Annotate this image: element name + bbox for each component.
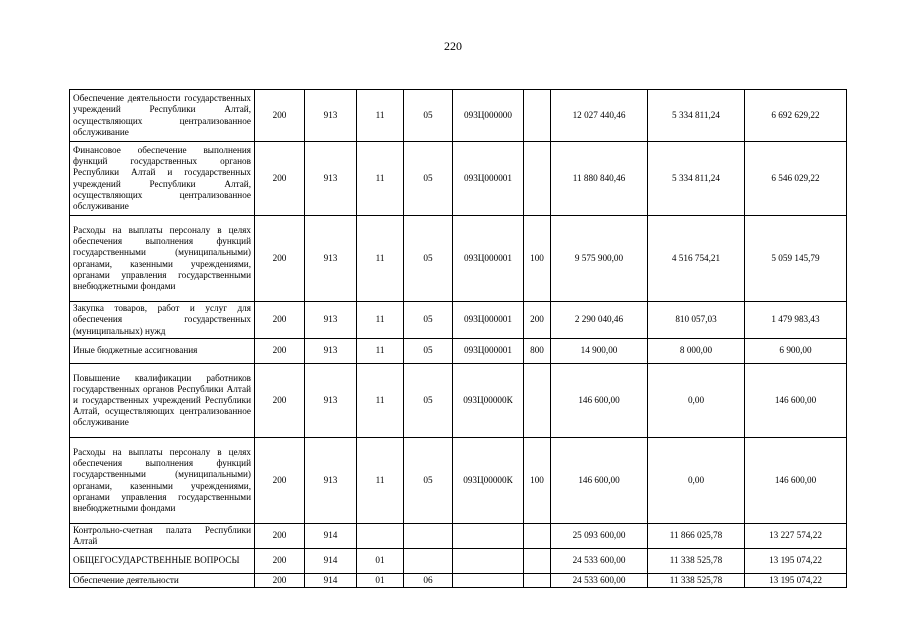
- row-rz: 11: [357, 364, 404, 438]
- row-grbs: 914: [305, 549, 357, 574]
- table-row: [70, 574, 847, 588]
- row-pr: 05: [404, 302, 453, 339]
- row-pr: [404, 524, 453, 549]
- row-sum-3: 146 600,00: [745, 364, 847, 438]
- row-pr: 05: [404, 339, 453, 364]
- row-name: ОБЩЕГОСУДАРСТВЕННЫЕ ВОПРОСЫ: [70, 549, 255, 574]
- row-rz: [357, 524, 404, 549]
- row-sum-3: 6 546 029,22: [745, 142, 847, 216]
- row-name: Иные бюджетные ассигнования: [70, 339, 255, 364]
- row-sum-1: 25 093 600,00: [551, 524, 648, 549]
- table-row: [70, 364, 847, 438]
- row-pr: 05: [404, 142, 453, 216]
- row-name: Расходы на выплаты персоналу в целях обеспечения выполнения функций государственными (муниципальными) органами, казенными учреждениями, органами управления государственными внебюджетными фондами: [70, 216, 255, 302]
- row-sum-2: 11 866 025,78: [648, 524, 745, 549]
- row-sum-1: 2 290 040,46: [551, 302, 648, 339]
- row-sum-1: 12 027 440,46: [551, 90, 648, 142]
- row-code: 200: [255, 339, 305, 364]
- row-grbs: 913: [305, 216, 357, 302]
- row-rz: 01: [357, 549, 404, 574]
- row-pr: 05: [404, 438, 453, 524]
- row-name: Финансовое обеспечение выполнения функций государственных органов Республики Алтай и государственных учреждений Республики Алтай, осуществляющих централизованное обслуживание: [70, 142, 255, 216]
- row-sum-3: 13 195 074,22: [745, 549, 847, 574]
- row-vr: [524, 142, 551, 216]
- row-csr: 093Ц00000К: [453, 364, 524, 438]
- row-vr: [524, 364, 551, 438]
- row-sum-2: 0,00: [648, 364, 745, 438]
- row-sum-2: 11 338 525,78: [648, 549, 745, 574]
- table-row: [70, 549, 847, 574]
- row-name: Обеспечение деятельности: [70, 574, 255, 588]
- row-sum-3: 6 692 629,22: [745, 90, 847, 142]
- row-csr: [453, 549, 524, 574]
- table-row: [70, 524, 847, 549]
- row-grbs: 913: [305, 438, 357, 524]
- row-pr: [404, 549, 453, 574]
- row-csr: 093Ц00000К: [453, 438, 524, 524]
- row-sum-1: 24 533 600,00: [551, 574, 648, 588]
- row-code: 200: [255, 524, 305, 549]
- row-rz: 11: [357, 302, 404, 339]
- row-sum-2: 810 057,03: [648, 302, 745, 339]
- row-grbs: 913: [305, 364, 357, 438]
- row-sum-2: 8 000,00: [648, 339, 745, 364]
- row-name: Закупка товаров, работ и услуг для обеспечения государственных (муниципальных) нужд: [70, 302, 255, 339]
- row-grbs: 913: [305, 339, 357, 364]
- row-grbs: 914: [305, 574, 357, 588]
- row-name: Контрольно-счетная палата Республики Алтай: [70, 524, 255, 549]
- row-vr: 100: [524, 216, 551, 302]
- row-rz: 01: [357, 574, 404, 588]
- row-pr: 06: [404, 574, 453, 588]
- row-code: 200: [255, 216, 305, 302]
- row-vr: [524, 549, 551, 574]
- row-csr: 093Ц000001: [453, 216, 524, 302]
- row-code: 200: [255, 90, 305, 142]
- row-vr: 200: [524, 302, 551, 339]
- row-grbs: 913: [305, 302, 357, 339]
- row-name: Обеспечение деятельности государственных учреждений Республики Алтай, осуществляющих централизованное обслуживание: [70, 90, 255, 142]
- row-vr: 100: [524, 438, 551, 524]
- budget-table: [69, 89, 847, 588]
- row-sum-3: 13 227 574,22: [745, 524, 847, 549]
- row-code: 200: [255, 302, 305, 339]
- table-row: [70, 339, 847, 364]
- row-csr: [453, 524, 524, 549]
- row-pr: 05: [404, 364, 453, 438]
- page-number: 220: [444, 39, 462, 53]
- row-rz: 11: [357, 142, 404, 216]
- table-row: [70, 142, 847, 216]
- table-row: [70, 438, 847, 524]
- row-rz: 11: [357, 90, 404, 142]
- row-name: Повышение квалификации работников государственных органов Республики Алтай и государственных учреждений Республики Алтай, осуществляющих централизованное обслуживание: [70, 364, 255, 438]
- row-vr: [524, 90, 551, 142]
- row-vr: [524, 574, 551, 588]
- row-sum-1: 24 533 600,00: [551, 549, 648, 574]
- row-sum-1: 146 600,00: [551, 364, 648, 438]
- row-csr: 093Ц000001: [453, 302, 524, 339]
- row-sum-1: 9 575 900,00: [551, 216, 648, 302]
- row-rz: 11: [357, 216, 404, 302]
- row-code: 200: [255, 438, 305, 524]
- row-sum-2: 5 334 811,24: [648, 90, 745, 142]
- row-sum-1: 146 600,00: [551, 438, 648, 524]
- row-sum-2: 0,00: [648, 438, 745, 524]
- table-row: [70, 302, 847, 339]
- row-code: 200: [255, 142, 305, 216]
- row-sum-2: 5 334 811,24: [648, 142, 745, 216]
- row-sum-3: 5 059 145,79: [745, 216, 847, 302]
- row-code: 200: [255, 549, 305, 574]
- row-grbs: 914: [305, 524, 357, 549]
- row-csr: 093Ц000001: [453, 339, 524, 364]
- row-grbs: 913: [305, 90, 357, 142]
- row-vr: 800: [524, 339, 551, 364]
- row-rz: 11: [357, 339, 404, 364]
- row-grbs: 913: [305, 142, 357, 216]
- table-row: [70, 216, 847, 302]
- row-csr: 093Ц000001: [453, 142, 524, 216]
- row-sum-3: 146 600,00: [745, 438, 847, 524]
- table-row: [70, 90, 847, 142]
- row-csr: [453, 574, 524, 588]
- row-sum-3: 13 195 074,22: [745, 574, 847, 588]
- row-name: Расходы на выплаты персоналу в целях обеспечения выполнения функций государственными (муниципальными) органами, казенными учреждениями, органами управления государственными внебюджетными фондами: [70, 438, 255, 524]
- row-csr: 093Ц000000: [453, 90, 524, 142]
- row-sum-2: 4 516 754,21: [648, 216, 745, 302]
- row-code: 200: [255, 364, 305, 438]
- row-sum-1: 11 880 840,46: [551, 142, 648, 216]
- row-sum-1: 14 900,00: [551, 339, 648, 364]
- row-vr: [524, 524, 551, 549]
- row-rz: 11: [357, 438, 404, 524]
- row-pr: 05: [404, 216, 453, 302]
- row-sum-3: 6 900,00: [745, 339, 847, 364]
- row-sum-2: 11 338 525,78: [648, 574, 745, 588]
- row-pr: 05: [404, 90, 453, 142]
- row-sum-3: 1 479 983,43: [745, 302, 847, 339]
- row-code: 200: [255, 574, 305, 588]
